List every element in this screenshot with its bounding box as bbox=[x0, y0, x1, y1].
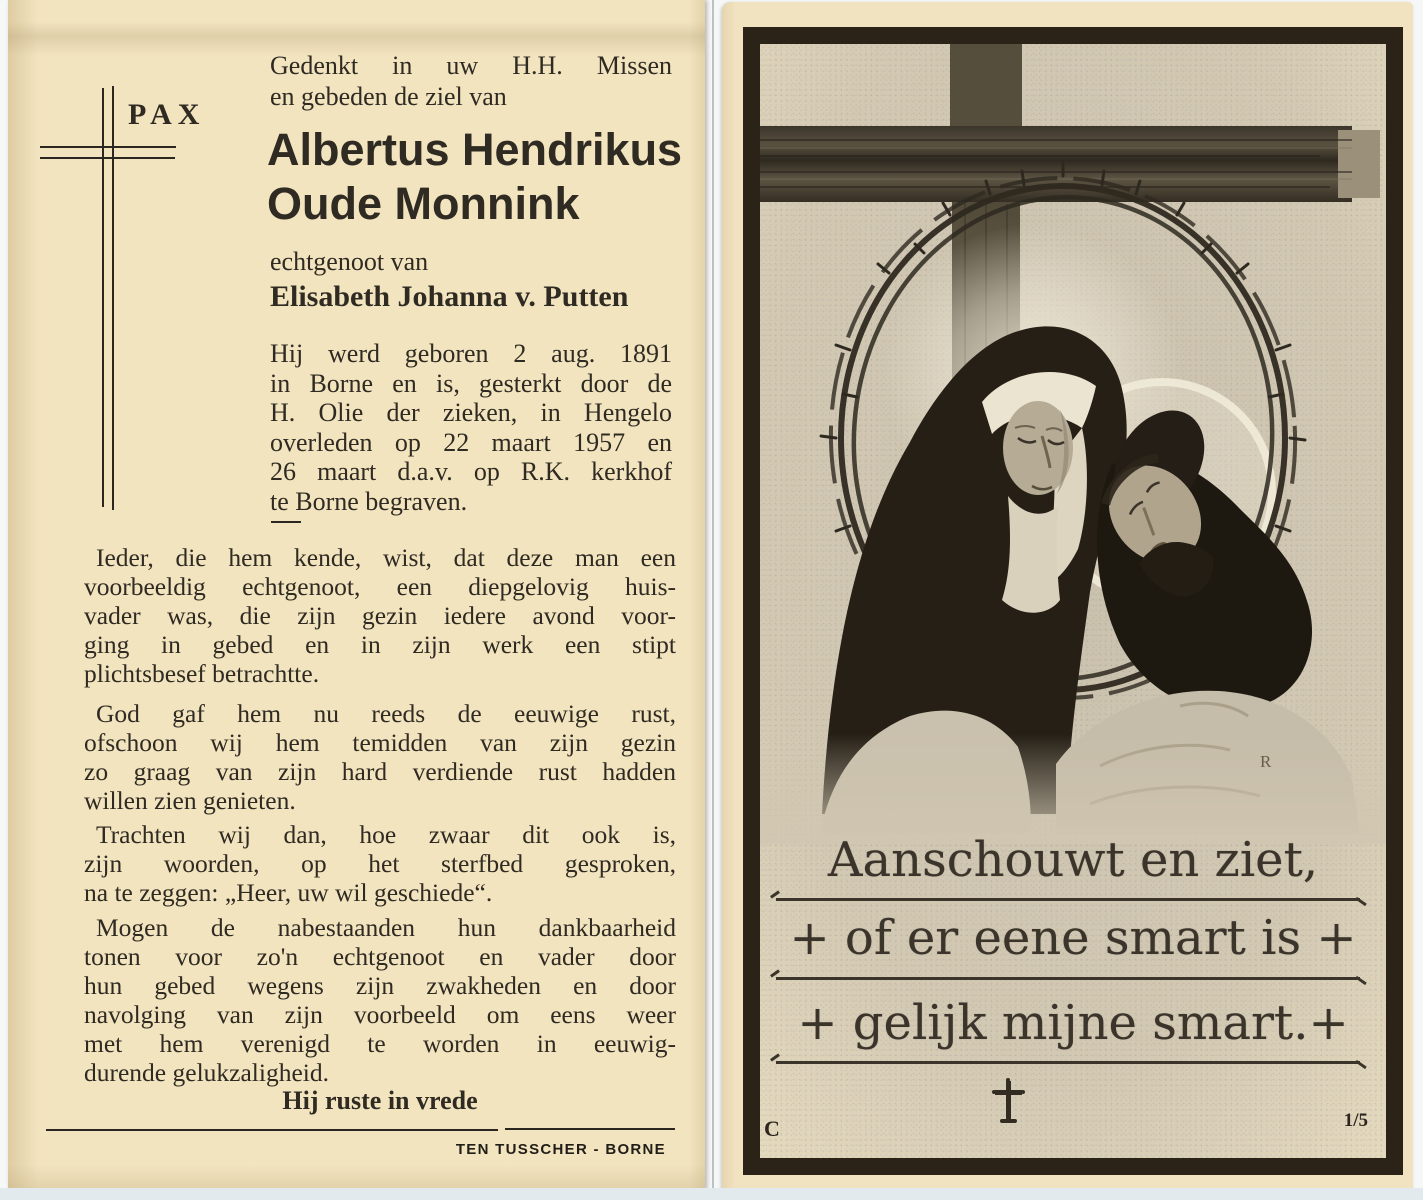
paragraph-line: willen zien genieten. bbox=[84, 786, 296, 815]
verse-rule bbox=[776, 977, 1360, 980]
edition-mark: 1/5 bbox=[1343, 1110, 1368, 1131]
paragraph-line: Mogen de nabestaanden hun dankbaarheid bbox=[96, 913, 676, 942]
spouse-name: Elisabeth Johanna v. Putten bbox=[270, 280, 629, 313]
paragraph-line: voorbeeldig echtgenoot, een diepgelovig huis- bbox=[84, 572, 676, 601]
memorial-card-text-side bbox=[8, 0, 705, 1190]
corner-mark: C bbox=[764, 1116, 780, 1141]
intro-line: en gebeden de ziel van bbox=[270, 82, 507, 111]
verse-line: + gelijk mijne smart.+ bbox=[797, 995, 1349, 1051]
paragraph-line: zijn woorden, op het sterfbed gesproken, bbox=[84, 849, 676, 878]
paragraph-line: durende gelukzaligheid. bbox=[84, 1058, 329, 1087]
intro-line: Gedenkt in uw H.H. Missen bbox=[270, 51, 672, 80]
deceased-name-line: Albertus Hendrikus bbox=[267, 124, 683, 175]
eulogy-paragraph bbox=[84, 913, 676, 1087]
vitals-text bbox=[270, 339, 672, 516]
verse-rule bbox=[776, 1061, 1360, 1064]
cross-ornament-icon bbox=[990, 1081, 1026, 1123]
pieta-artwork bbox=[760, 44, 1386, 1158]
verse-line: + of er eene smart is + bbox=[789, 910, 1357, 966]
vitals-line: overleden op 22 maart 1957 en bbox=[270, 427, 672, 457]
printer-imprint: TEN TUSSCHER - BORNE bbox=[455, 1141, 666, 1158]
paragraph-line: Ieder, die hem kende, wist, dat deze man een bbox=[96, 543, 676, 572]
footer-rule bbox=[46, 1129, 498, 1131]
pax-cross-icon bbox=[112, 86, 114, 510]
vitals-line: 26 maart d.a.v. op R.K. kerkhof bbox=[270, 457, 672, 486]
section-divider bbox=[271, 521, 301, 523]
paragraph-line: God gaf hem nu reeds de eeuwige rust, bbox=[96, 699, 676, 728]
pax-cross-icon bbox=[40, 146, 176, 148]
vitals-line: Hij werd geboren 2 aug. 1891 bbox=[270, 339, 672, 368]
verse-line: Aanschouwt en ziet, bbox=[827, 832, 1319, 888]
vitals-line: in Borne en is, gesterkt door de bbox=[270, 368, 672, 398]
paragraph-line: na te zeggen: „Heer, uw wil geschiede“. bbox=[84, 878, 493, 907]
deceased-name-line: Oude Monnink bbox=[267, 178, 580, 229]
card-gap-divider bbox=[712, 0, 714, 1192]
eulogy-paragraph bbox=[84, 820, 676, 907]
artwork-fade bbox=[760, 734, 1386, 844]
artist-monogram: R bbox=[1260, 752, 1272, 771]
paragraph-line: tonen voor zo'n echtgenoot en vader door bbox=[84, 942, 676, 971]
paragraph-line: ofschoon wij hem temidden van zijn gezin bbox=[84, 728, 676, 757]
footer-rule bbox=[505, 1128, 675, 1130]
intro-text bbox=[270, 50, 672, 112]
deceased-name bbox=[267, 123, 682, 231]
paragraph-line: Trachten wij dan, hoe zwaar dit ook is, bbox=[96, 820, 676, 849]
paragraph-line: hun gebed wegens zijn zwakheden en door bbox=[84, 971, 676, 1000]
paragraph-line: vader was, die zijn gezin iedere avond voor- bbox=[84, 601, 676, 630]
eulogy-paragraph bbox=[84, 543, 676, 688]
verse-rule bbox=[776, 898, 1360, 901]
pax-label: PAX bbox=[128, 98, 206, 131]
memorial-card-image-side bbox=[722, 2, 1413, 1193]
paragraph-line: ging in gebed en in zijn werk een stipt bbox=[84, 630, 676, 659]
vitals-line: te Borne begraven. bbox=[270, 486, 468, 516]
scan-edge bbox=[0, 1188, 1423, 1200]
pax-cross-icon bbox=[40, 157, 175, 159]
paragraph-line: plichtsbesef betrachtte. bbox=[84, 659, 320, 688]
pax-cross-icon bbox=[102, 88, 104, 507]
paragraph-line: navolging van zijn voorbeeld om eens weer bbox=[84, 1000, 676, 1029]
closing-line: Hij ruste in vrede bbox=[282, 1086, 478, 1115]
eulogy-paragraph bbox=[84, 699, 676, 815]
paragraph-line: met hem verenigd te worden in eeuwig- bbox=[84, 1029, 676, 1058]
vitals-line: H. Olie der zieken, in Hengelo bbox=[270, 398, 672, 427]
paragraph-line: zo graag van zijn hard verdiende rust hadden bbox=[84, 757, 676, 786]
relation-label: echtgenoot van bbox=[270, 247, 429, 276]
